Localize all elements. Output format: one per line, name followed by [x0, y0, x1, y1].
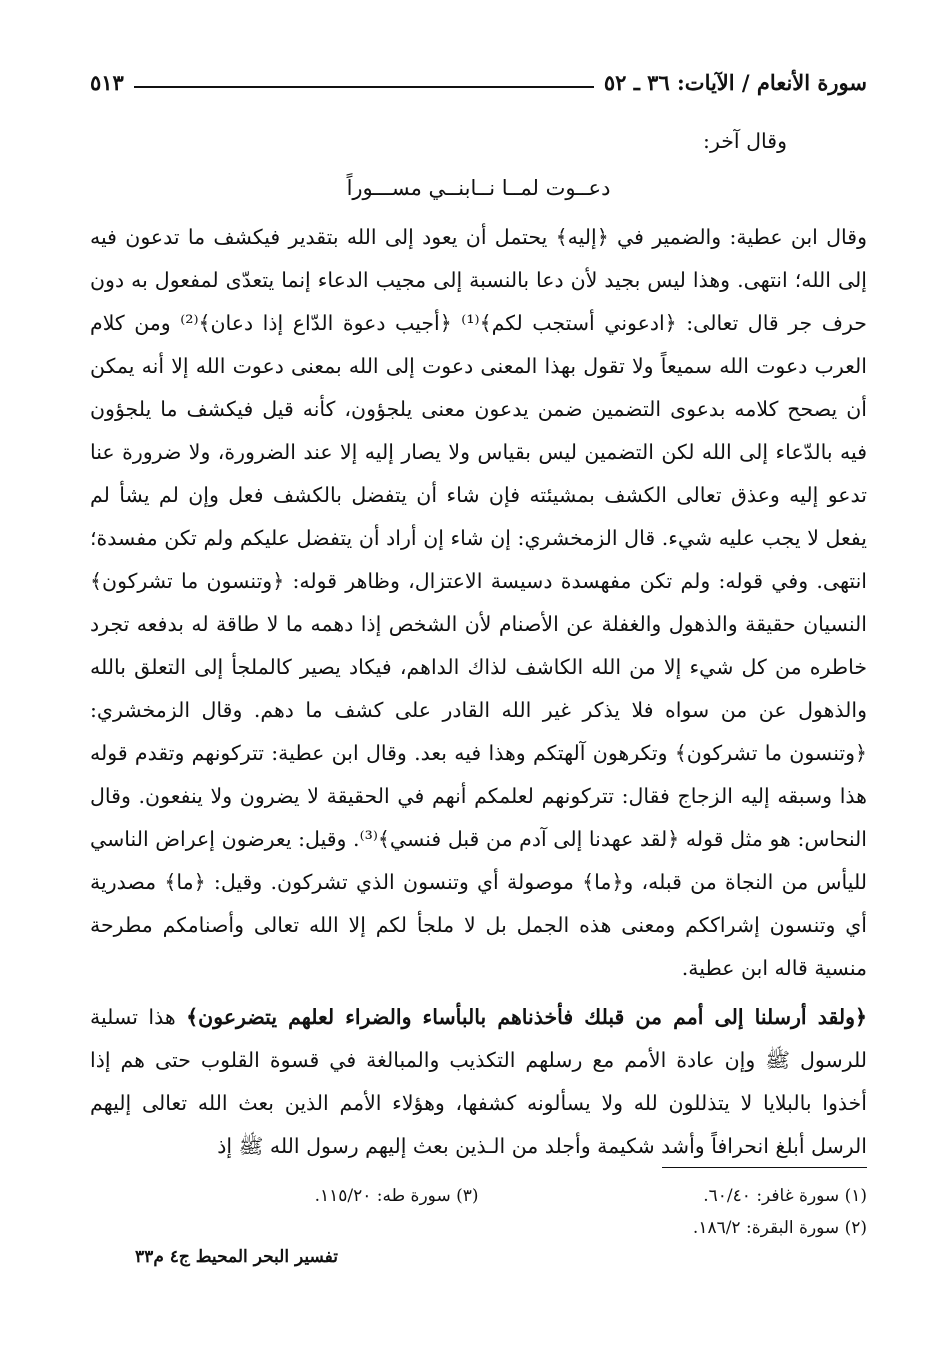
quran-verse: ﴿ولقد أرسلنا إلى أمم من قبلك فأخذناهم بالبأساء والضراء لعلهم يتضرعون﴾ [186, 1005, 867, 1029]
running-header [90, 62, 867, 102]
surah-title: سورة الأنعام / الآيات: ٣٦ ـ ٥٢ [603, 69, 867, 95]
poetry-verse: دعــوت لمــا نــابنــي مســـوراً [346, 176, 611, 200]
footnote-1: (١) سورة غافر: ٦٠/٤٠. [703, 1186, 867, 1206]
main-text [90, 120, 867, 1168]
footnote-separator [662, 1167, 867, 1168]
intro-line: وقال آخر: [703, 129, 787, 153]
paragraph-new-verse [90, 996, 867, 1168]
paragraph-commentary: وقال ابن عطية: والضمير في ﴿إليه﴾ يحتمل أن يعود إلى الله بتقدير فيكشف ما تدعون فيه إلى الله؛ انتهى. وهذا ليس بجيد لأن دعا بالنسبة إلى مجيب الدعاء إنما يتعدّى لمفعول به دون حرف جر قال تعالى: ﴿ادعوني أستجب لكم﴾⁽¹⁾ ﴿أجيب دعوة الدّاع إذا دعان﴾⁽²⁾ ومن كلام العرب دعوت الله سميعاً ولا تقول بهذا المعنى دعوت إلى الله بمعنى دعوت الله إلا أنه يمكن أن يصحح كلامه بدعوى التضمين ضمن يدعون معنى يلجؤون، كأنه قيل فيكشف ما يلجؤون فيه بالدّعاء إلى الله لكن التضمين ليس بقياس ولا يصار إليه إلا عند الضرورة، ولا ضرورة عنا تدعو إليه وعذق تعالى الكشف بمشيئته فإن شاء أن يتفضل بالكشف فعل وإن لم يشأ لم يفعل لا يجب عليه شيء. قال الزمخشري: إن شاء إن أراد أن يتفضل عليكم ولم تكن مفسدة؛ انتهى. وفي قوله: ولم تكن مفهسدة دسيسة الاعتزال، وظاهر قوله: ﴿وتنسون ما تشركون﴾ النسيان حقيقة والذهول والغفلة عن الأصنام لأن الشخص إذا دهمه ما لا طاقة له بدفعه تجرد خاطره من كل شيء إلا من الله الكاشف لذاك الداهم، فيكاد يصير كالملجأ إلى التعلق بالله والذهول عن من سواه فلا يذكر غير الله القادر على كشف ما دهم. وقال الزمخشري: ﴿وتنسون ما تشركون﴾ وتكرهون آلهتكم وهذا فيه بعد. وقال ابن عطية: تتركونهم وتقدم قوله هذا وسبقه إليه الزجاج فقال: تتركونهم لعلمكم أنهم في الحقيقة لا يضرون ولا ينفعون. وقال النحاس: هو مثل قوله ﴿لقد عهدنا إلى آدم من قبل فنسي﴾⁽³⁾. وقيل: يعرضون إعراض الناسي لليأس من النجاة من قبله، و﴿ما﴾ موصولة أي وتنسون الذي تشركون. وقيل: ﴿ما﴾ مصدرية أي وتنسون إشراككم ومعنى هذه الجمل بل لا ملجأ لكم إلا الله تعالى وأصنامكم مطرحة منسية قاله ابن عطية. [90, 225, 867, 980]
footnote-row [90, 1180, 867, 1212]
footnote-row [90, 1212, 867, 1244]
footnote-2: (٢) سورة البقرة: ١٨٦/٢. [692, 1218, 867, 1238]
header-rule [134, 86, 594, 88]
footnote-3: (٣) سورة طه: ١١٥/٢٠. [314, 1186, 479, 1206]
page-number: ٥١٣ [90, 69, 124, 95]
book-signature: تفسير البحر المحيط ج٤ م٣٣ [135, 1247, 338, 1267]
paragraph-explanation: هذا تسلية للرسول ﷺ وإن عادة الأمم مع رسلهم التكذيب والمبالغة في قسوة القلوب حتى هم إذا أخذوا بالبلايا لا يتذللون لله ولا يسألونه كشفها، وهؤلاء الأمم الذين بعث الله تعالى إليهم الرسل أبلغ انحرافاً وأشد شكيمة وأجلد من الـذين بعث إليهم رسول الله ﷺ إذ [90, 1005, 867, 1158]
footnotes [90, 1180, 867, 1244]
